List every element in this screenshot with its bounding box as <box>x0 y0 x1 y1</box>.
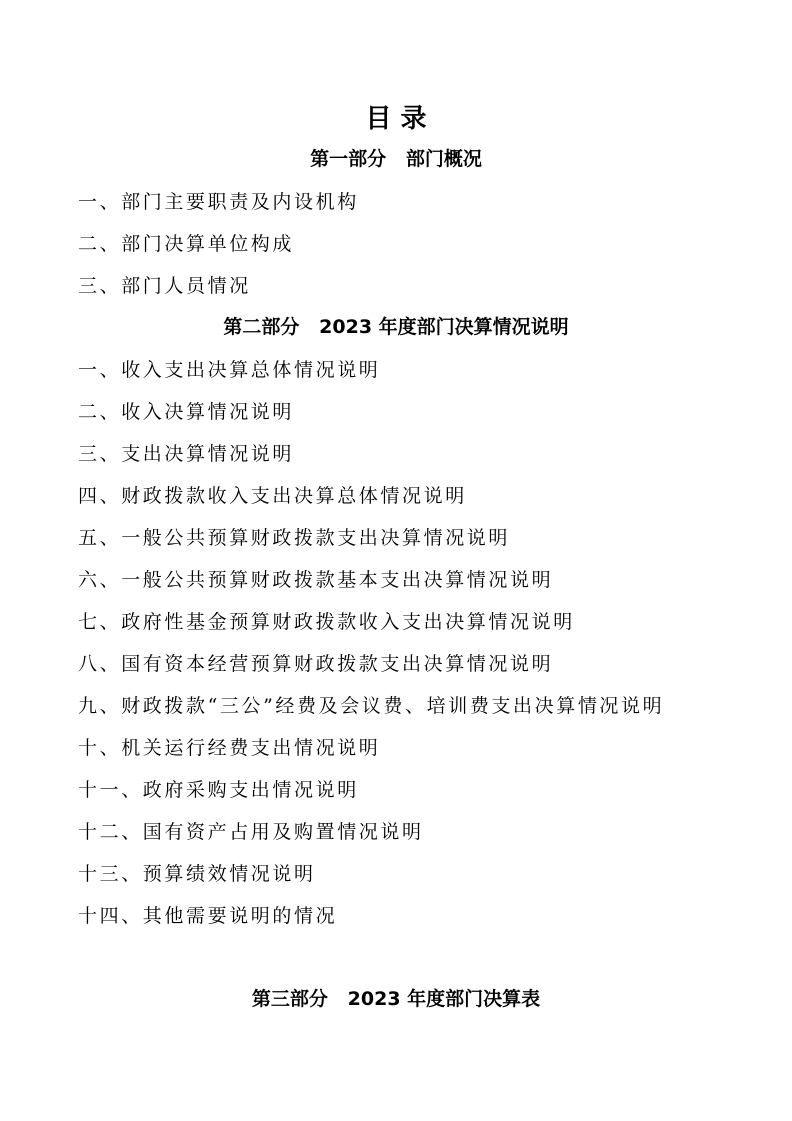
toc-item: 一、收入支出决算总体情况说明 <box>78 359 381 381</box>
toc-item: 十三、预算绩效情况说明 <box>78 863 316 885</box>
toc-item: 十一、政府采购支出情况说明 <box>78 779 359 801</box>
part-3-heading: 第三部分 2023 年度部门决算表 <box>251 988 541 1010</box>
toc-title: 目 录 <box>365 104 427 134</box>
toc-item: 六、一般公共预算财政拨款基本支出决算情况说明 <box>78 569 554 591</box>
toc-item: 十二、国有资产占用及购置情况说明 <box>78 821 424 843</box>
toc-item: 三、支出决算情况说明 <box>78 443 295 465</box>
toc-item: 二、收入决算情况说明 <box>78 401 295 423</box>
part-1-heading: 第一部分 部门概况 <box>310 148 482 170</box>
toc-item: 八、国有资本经营预算财政拨款支出决算情况说明 <box>78 653 554 675</box>
part-2-heading: 第二部分 2023 年度部门决算情况说明 <box>223 316 569 338</box>
toc-item: 十、机关运行经费支出情况说明 <box>78 737 381 759</box>
toc-item: 二、部门决算单位构成 <box>78 233 295 255</box>
toc-item: 三、部门人员情况 <box>78 275 251 297</box>
toc-item: 七、政府性基金预算财政拨款收入支出决算情况说明 <box>78 611 575 633</box>
toc-item: 九、财政拨款“三公”经费及会议费、培训费支出决算情况说明 <box>78 695 665 717</box>
toc-item: 四、财政拨款收入支出决算总体情况说明 <box>78 485 467 507</box>
toc-item: 五、一般公共预算财政拨款支出决算情况说明 <box>78 527 511 549</box>
toc-item: 一、部门主要职责及内设机构 <box>78 191 359 213</box>
toc-item: 十四、其他需要说明的情况 <box>78 905 338 927</box>
